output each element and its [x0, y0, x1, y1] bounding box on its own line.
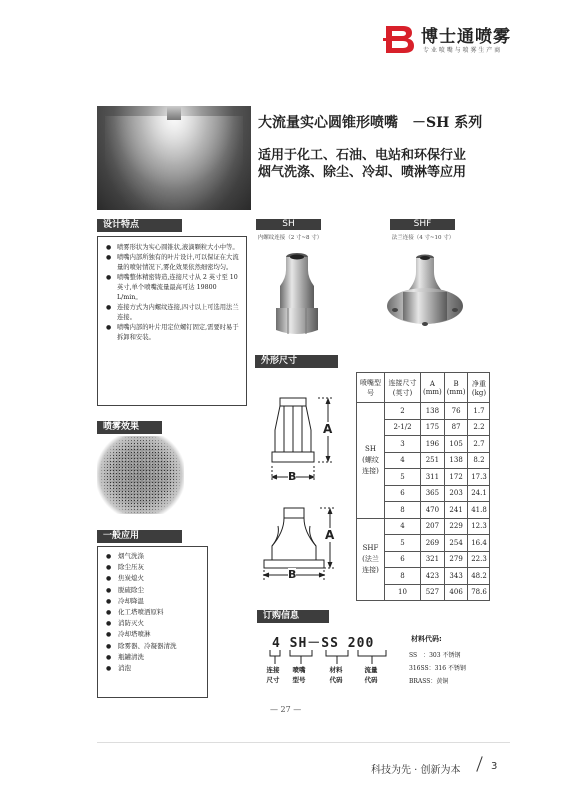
spray-effect-heading: 喷雾效果 — [97, 421, 162, 434]
code-part-line: 型号 — [292, 676, 306, 684]
spec-cell: 251 — [421, 452, 445, 469]
spec-cell: 241 — [444, 502, 468, 519]
spec-cell: 175 — [421, 419, 445, 436]
spec-model-cell: SHF (法兰连接) — [357, 518, 385, 601]
subtitle-line: 烟气洗涤、除尘、冷却、喷淋等应用 — [258, 165, 467, 180]
spec-cell: 22.3 — [468, 551, 490, 568]
application-item: ● 冷却降温 — [102, 596, 203, 607]
footer-slogan: 科技为先 · 创新为本 — [371, 765, 461, 776]
application-item: ● 冷却塔喷淋 — [102, 629, 203, 640]
dimensions-heading: 外形尺寸 — [255, 355, 338, 368]
shf-dimension-drawing — [258, 502, 353, 602]
spec-cell: 527 — [421, 584, 445, 601]
spec-cell: 196 — [421, 436, 445, 453]
spec-cell: 8.2 — [468, 452, 490, 469]
feature-item: ● 喷嘴内部的叶片用定位螺钉固定,需要时易于拆卸和安装。 — [103, 323, 241, 343]
spec-cell: 105 — [444, 436, 468, 453]
shf-nozzle-photo — [385, 248, 465, 340]
footer-separator — [476, 756, 482, 771]
footer-page-number: 3 — [491, 761, 498, 772]
brand-logo-icon — [383, 24, 417, 54]
model-shf-label: SHF — [390, 219, 455, 230]
spec-cell: 48.2 — [468, 568, 490, 585]
order-code: 4 SH－SS 200 — [272, 636, 375, 651]
spec-cell: 24.1 — [468, 485, 490, 502]
application-item: ● 消泡 — [102, 663, 203, 674]
spec-header-cell: 净重 (kg) — [468, 373, 490, 403]
code-part-line: 流量 — [364, 666, 378, 674]
spec-cell: 2-1/2 — [385, 419, 421, 436]
spec-cell: 5 — [385, 535, 421, 552]
spec-cell: 76 — [444, 403, 468, 420]
spray-photo — [97, 106, 251, 210]
spec-cell: 2.7 — [468, 436, 490, 453]
page-subtitle — [258, 147, 466, 181]
code-part-line: 喷嘴 — [292, 666, 306, 674]
spec-cell: 207 — [421, 518, 445, 535]
spec-cell: 87 — [444, 419, 468, 436]
spec-cell: 1.7 — [468, 403, 490, 420]
footer-divider — [97, 742, 510, 743]
spec-cell: 5 — [385, 469, 421, 486]
spray-pattern-image — [97, 436, 184, 514]
spec-table — [356, 372, 490, 601]
sh-dimension-drawing — [258, 390, 353, 490]
application-item: ● 瓶罐清洗 — [102, 652, 203, 663]
dim-b-label: B — [288, 470, 297, 483]
dim-a-label: A — [323, 422, 333, 436]
spec-cell: 6 — [385, 551, 421, 568]
spec-table-container — [356, 372, 490, 601]
features-heading: 设计特点 — [97, 219, 182, 232]
feature-item: ● 喷嘴整体精密铸造,连接尺寸从 2 英寸至 10 英寸,单个喷嘴流量最高可达 19800 L/min。 — [103, 273, 241, 303]
spec-cell: 138 — [444, 452, 468, 469]
dim-b-label: B — [288, 568, 297, 581]
spec-cell: 10 — [385, 584, 421, 601]
spec-cell: 279 — [444, 551, 468, 568]
spec-cell: 2.2 — [468, 419, 490, 436]
spec-header-cell: 喷嘴型号 — [357, 373, 385, 403]
spec-header-cell: 连接尺寸(英寸) — [385, 373, 421, 403]
spec-cell: 17.3 — [468, 469, 490, 486]
application-item: ● 化工塔喷洒原料 — [102, 607, 203, 618]
model-shf-caption: 法兰连接（4 寸~10 寸） — [391, 235, 455, 241]
application-item: ● 除雾器、冷凝器清洗 — [102, 641, 203, 652]
spec-cell: 423 — [421, 568, 445, 585]
features-box — [97, 236, 247, 406]
sh-nozzle-photo — [270, 248, 325, 340]
spec-cell: 78.6 — [468, 584, 490, 601]
brand-name: 博士通喷雾 — [421, 27, 511, 47]
spec-header-cell: A (mm) — [421, 373, 445, 403]
model-sh-label: SH — [256, 219, 321, 230]
material-code: 316SS：316 不锈钢 — [409, 665, 466, 672]
materials-title: 材料代码: — [411, 635, 442, 643]
spec-header-cell: B (mm) — [444, 373, 468, 403]
application-item: ● 除尘压灰 — [102, 562, 203, 573]
application-item: ● 烟气洗涤 — [102, 551, 203, 562]
feature-item: ● 喷嘴内部所独有的叶片设计,可以保证在大流量的喷射情况下,雾化效果依然细密均匀。 — [103, 253, 241, 273]
spec-cell: 343 — [444, 568, 468, 585]
ordering-heading: 订购信息 — [257, 610, 329, 623]
spec-cell: 3 — [385, 436, 421, 453]
applications-box — [97, 546, 208, 698]
material-code: BRASS：黄铜 — [409, 678, 449, 685]
spec-cell: 365 — [421, 485, 445, 502]
spec-cell: 229 — [444, 518, 468, 535]
spec-cell: 321 — [421, 551, 445, 568]
application-item: ● 消防灭火 — [102, 618, 203, 629]
spec-cell: 6 — [385, 485, 421, 502]
table-row — [357, 518, 490, 535]
spec-cell: 16.4 — [468, 535, 490, 552]
spec-cell: 254 — [444, 535, 468, 552]
code-part-line: 代码 — [364, 676, 378, 684]
spec-cell: 269 — [421, 535, 445, 552]
code-part-size — [263, 665, 283, 685]
spec-cell: 406 — [444, 584, 468, 601]
spec-cell: 12.3 — [468, 518, 490, 535]
table-row — [357, 403, 490, 420]
spec-cell: 138 — [421, 403, 445, 420]
spec-cell: 311 — [421, 469, 445, 486]
code-part-flow — [361, 665, 381, 685]
spec-cell: 4 — [385, 452, 421, 469]
spec-cell: 203 — [444, 485, 468, 502]
application-item: ● 脱硫除尘 — [102, 585, 203, 596]
spec-cell: 172 — [444, 469, 468, 486]
page-title: 大流量实心圆锥形喷嘴 －SH 系列 — [258, 115, 483, 131]
spec-cell: 41.8 — [468, 502, 490, 519]
brand-tagline: 专 业 喷 嘴 与 喷 雾 生 产 商 — [423, 47, 501, 54]
spec-cell: 2 — [385, 403, 421, 420]
spec-cell: 470 — [421, 502, 445, 519]
spec-model-cell: SH (螺纹连接) — [357, 403, 385, 519]
code-part-line: 尺寸 — [266, 676, 280, 684]
material-code: SS ：303 不锈钢 — [409, 652, 461, 659]
code-part-line: 代码 — [329, 676, 343, 684]
spec-cell: 4 — [385, 518, 421, 535]
page-number: — 27 — — [270, 705, 302, 714]
code-part-line: 材料 — [329, 666, 343, 674]
feature-item: ● 喷雾形状为实心圆锥状,液滴颗粒大小中等。 — [103, 243, 241, 253]
spec-cell: 8 — [385, 502, 421, 519]
spec-cell: 8 — [385, 568, 421, 585]
dim-a-label: A — [325, 528, 335, 542]
feature-item: ● 连接方式为内螺纹连接,四寸以上可选用法兰连接。 — [103, 303, 241, 323]
code-part-material — [326, 665, 346, 685]
code-part-line: 连接 — [266, 666, 280, 674]
subtitle-line: 适用于化工、石油、电站和环保行业 — [258, 148, 467, 163]
model-sh-caption: 内螺纹连接（2 寸~8 寸） — [257, 235, 323, 241]
applications-heading: 一般应用 — [97, 530, 182, 543]
application-item: ● 焦炭熄火 — [102, 573, 203, 584]
code-part-model — [289, 665, 309, 685]
